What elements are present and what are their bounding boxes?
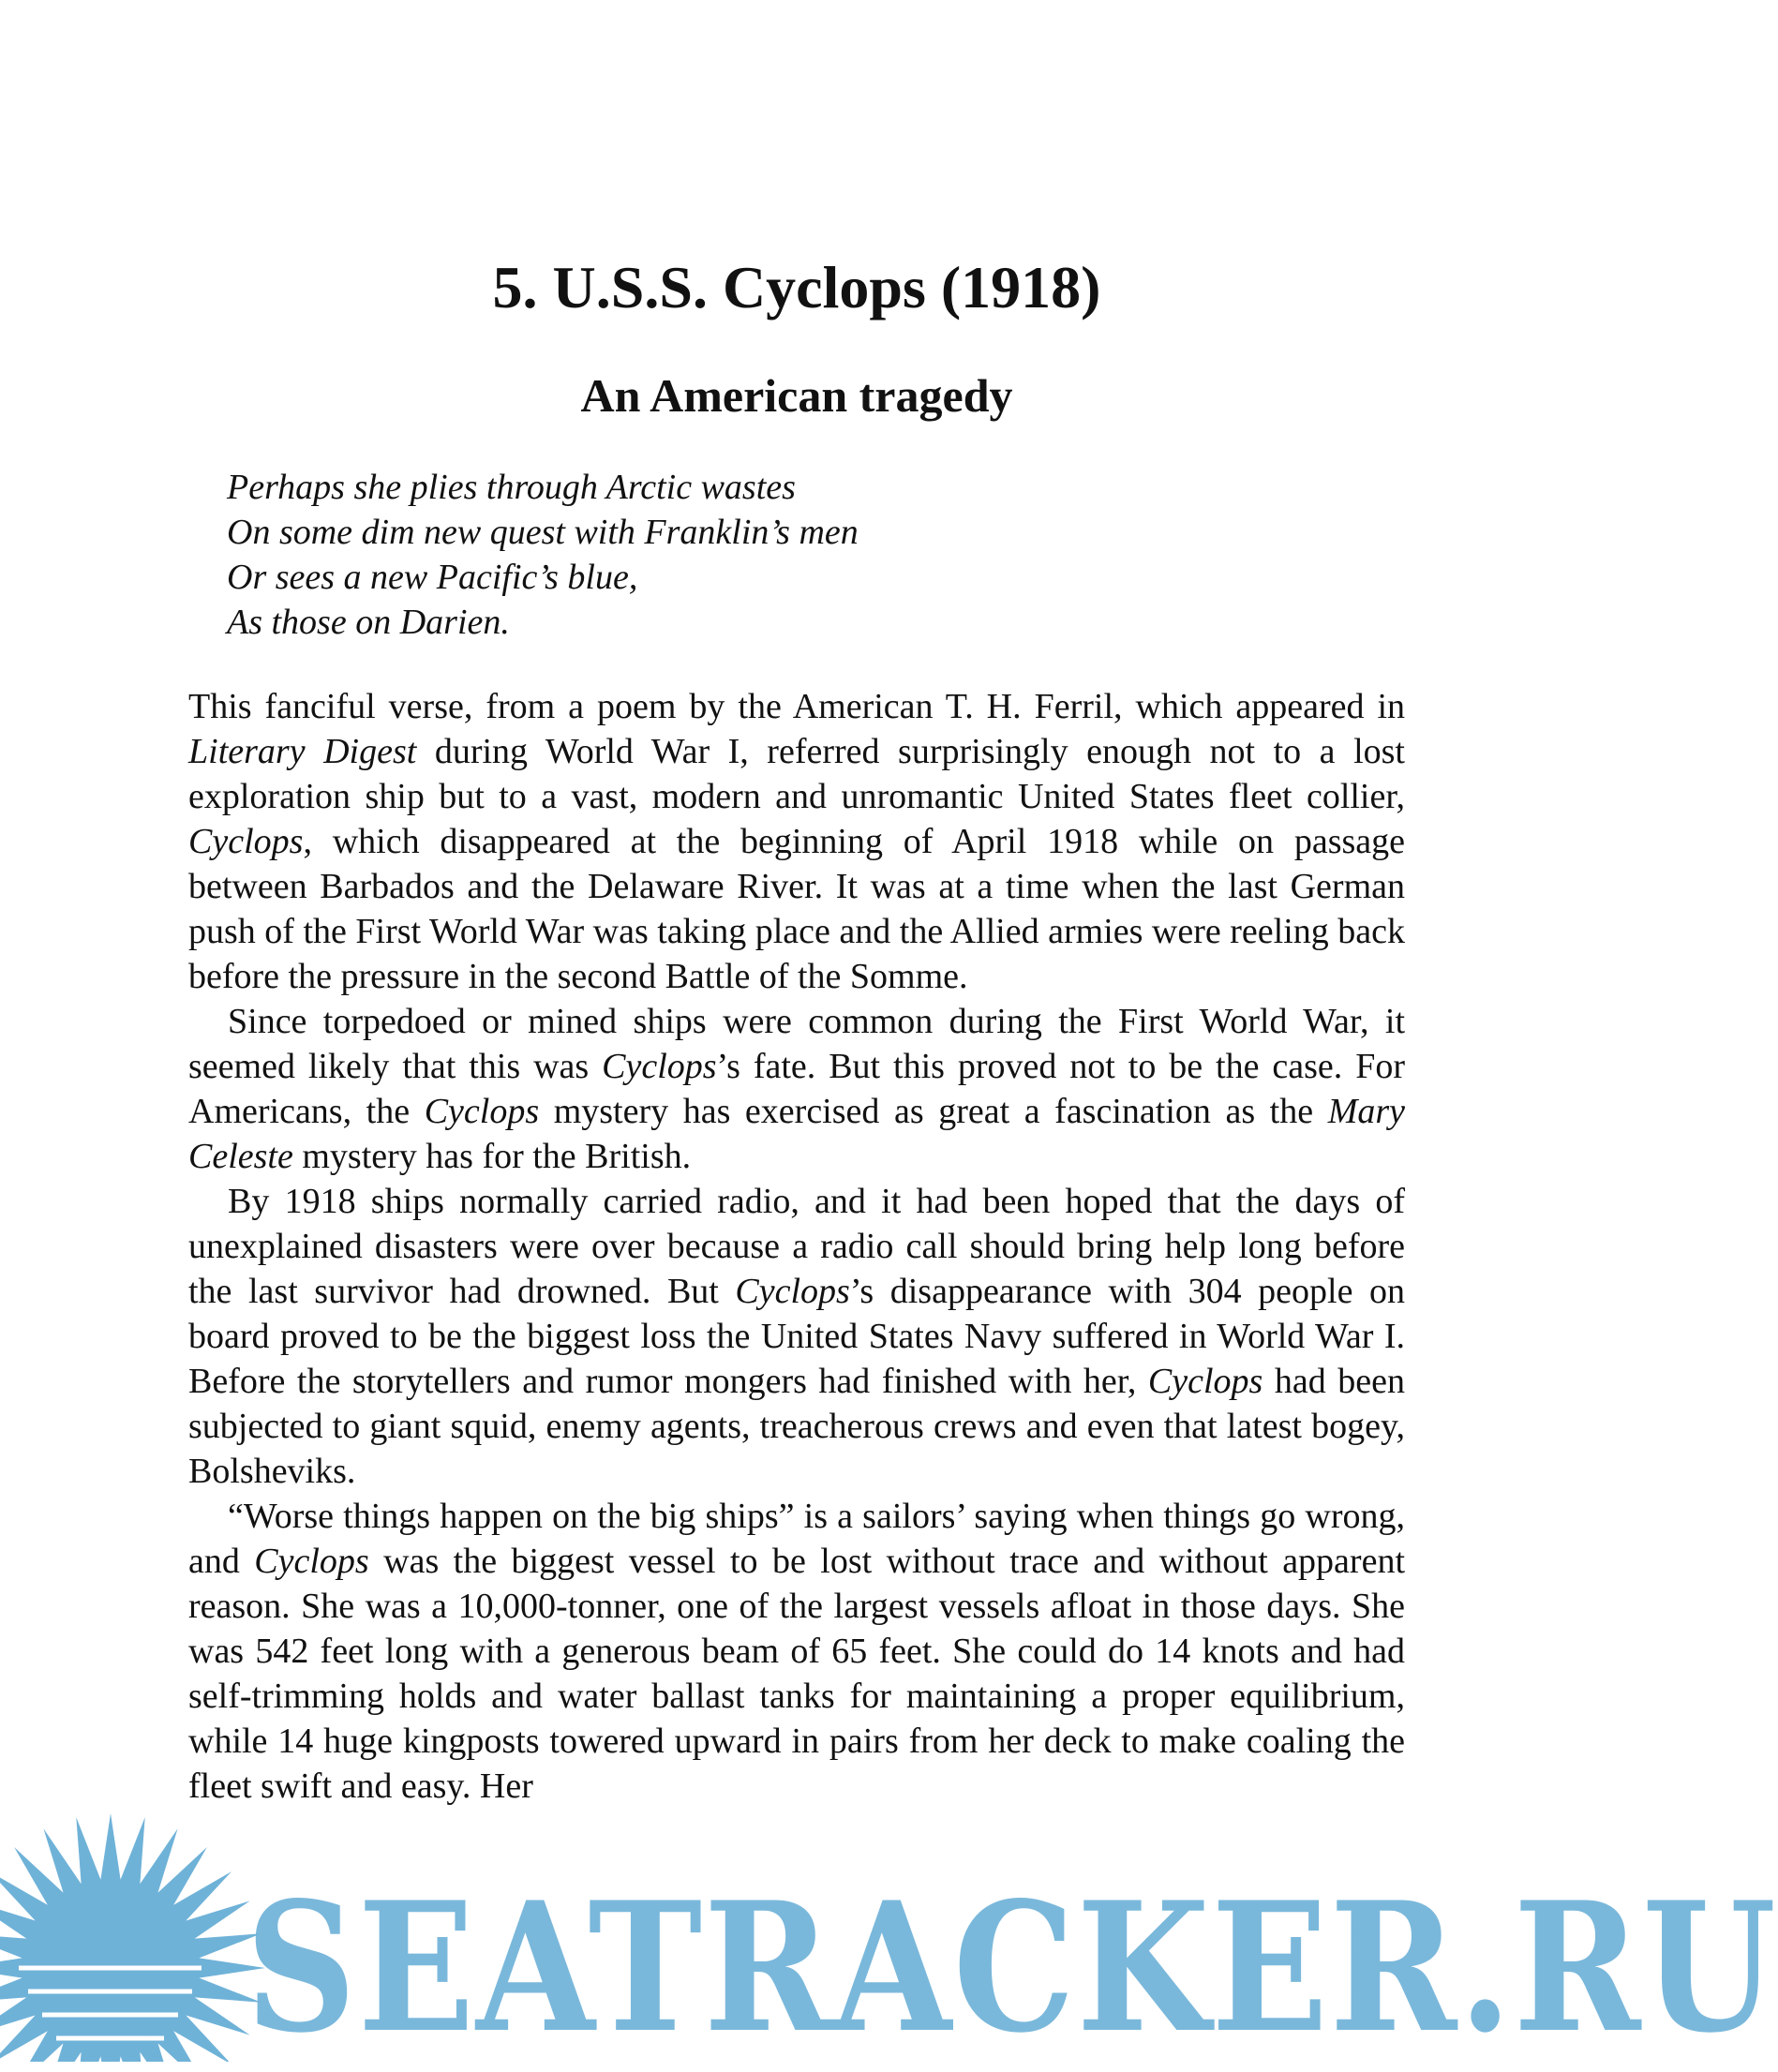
epigraph-line: Perhaps she plies through Arctic wastes xyxy=(227,468,796,507)
italic-ship-name: Cyclops xyxy=(424,1092,540,1131)
text-run: “Worse things happen on the big ships” is a sailors’ saying when things go wrong, and xyxy=(188,1497,1405,1581)
text-run: ’s disappearance with 304 people on board proved to be the biggest loss the United States Navy suffered in World War I. Before the storytellers and rumor mongers had finished with her, xyxy=(188,1272,1405,1401)
epigraph-line: As those on Darien. xyxy=(227,603,510,642)
chapter-subtitle: An American tragedy xyxy=(580,369,1013,422)
epigraph xyxy=(227,465,1352,645)
paragraph-4 xyxy=(188,1494,1405,1809)
watermark-text: SEATRACKER.RU xyxy=(246,1863,1778,2072)
text-run: Since torpedoed or mined ships were common during the First World War, it seemed likely that this was xyxy=(188,1002,1405,1086)
text-run: during World War I, referred surprisingly enough not to a lost exploration ship but to a vast, modern and unromantic United States fleet collier, xyxy=(188,732,1405,816)
epigraph-line: Or sees a new Pacific’s blue, xyxy=(227,558,638,597)
body-text xyxy=(188,684,1405,1809)
text-run: ’s fate. But this proved not to be the case. For Americans, the xyxy=(188,1047,1406,1131)
italic-ship-name: Cyclops xyxy=(602,1047,717,1086)
text-run: By 1918 ships normally carried radio, and it had been hoped that the days of unexplained disasters were over because a radio call should bring help long before the last survivor had drowned. But xyxy=(188,1182,1405,1311)
italic-ship-name: Cyclops xyxy=(188,822,304,861)
text-run: mystery has for the British. xyxy=(292,1137,692,1176)
paragraph-1 xyxy=(188,684,1405,999)
epigraph-line: On some dim new quest with Franklin’s men xyxy=(227,513,859,552)
text-run: mystery has exercised as great a fascination as the xyxy=(539,1092,1328,1131)
italic-ship-name: Cyclops xyxy=(254,1542,369,1581)
italic-ship-name: Cyclops xyxy=(735,1272,850,1311)
text-run: had been subjected to giant squid, enemy agents, treacherous crews and even that latest bogey, Bolsheviks. xyxy=(188,1362,1405,1491)
text-run: This fanciful verse, from a poem by the American T. H. Ferril, which appeared in xyxy=(188,687,1405,726)
italic-ship-name: Mary Celeste xyxy=(188,1092,1405,1176)
paragraph-3 xyxy=(188,1179,1405,1494)
chapter-title: 5. U.S.S. Cyclops (1918) xyxy=(492,254,1101,320)
paragraph-2 xyxy=(188,999,1405,1179)
italic-ship-name: Cyclops xyxy=(1147,1362,1263,1401)
text-run: was the biggest vessel to be lost without trace and without apparent reason. She was a 10,000-tonner, one of the largest vessels afloat in those days. She was 542 feet long with a generous beam of 65 feet. She could do 14 knots and had self-trimming holds and water ballast tanks for maintaining a proper equilibrium, while 14 huge kingposts towered upward in pairs from her deck to make coaling the fleet swift and easy. Her xyxy=(188,1542,1405,1806)
italic-title: Literary Digest xyxy=(188,732,417,771)
text-run: , which disappeared at the beginning of April 1918 while on passage between Barbados and the Delaware River. It was at a time when the last German push of the First World War was taking place and the Allied armies were reeling back before the pressure in the second Battle of the Somme. xyxy=(188,822,1405,996)
